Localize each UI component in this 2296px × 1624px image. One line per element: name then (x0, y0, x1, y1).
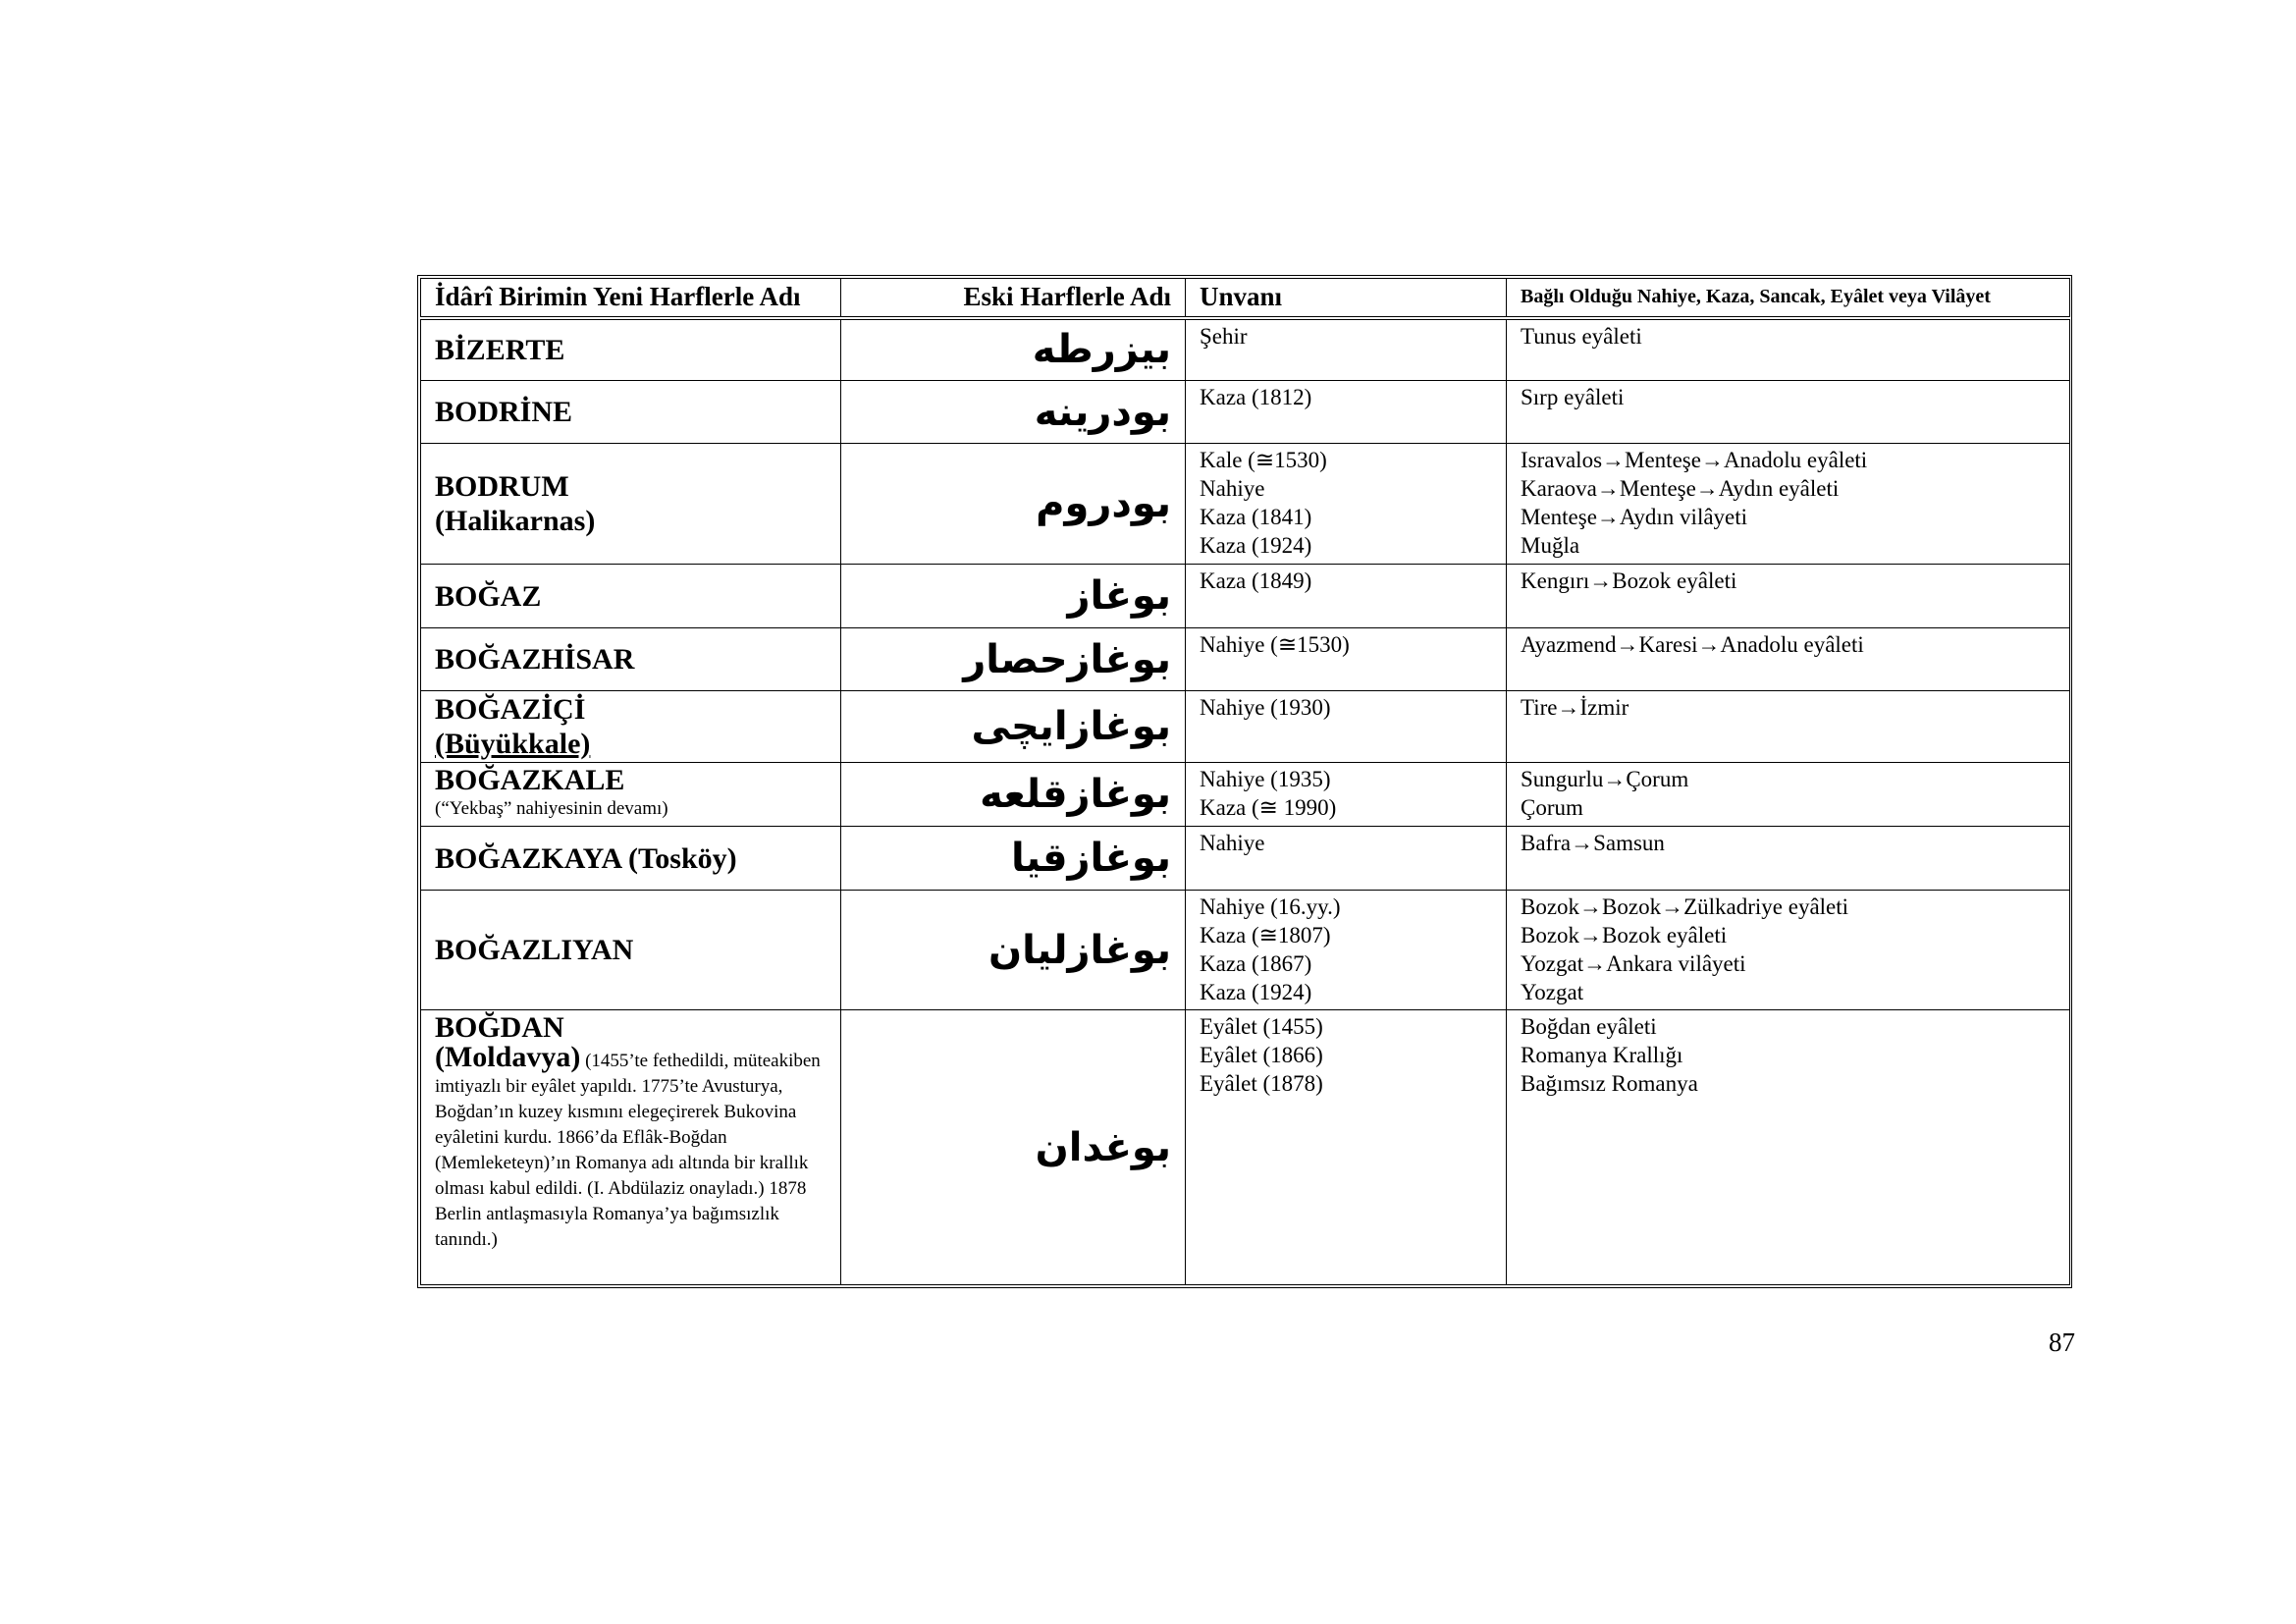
affiliation-cell (1507, 628, 2070, 691)
title-entry: Nahiye (1200, 476, 1265, 501)
unit-name-cell (421, 628, 841, 691)
table-row (421, 763, 2070, 827)
unit-history (435, 1041, 827, 1253)
table-row (421, 628, 2070, 691)
arabic-name: بودروم (841, 444, 1186, 565)
table-row (421, 691, 2070, 763)
unit-name: BOĞAZİÇİ (435, 693, 586, 726)
affiliation-entry: Sırp eyâleti (1521, 385, 1625, 409)
affiliation-entry: Ayazmend→Karesi→Anadolu eyâleti (1521, 632, 1864, 657)
title-cell (1186, 763, 1507, 827)
unit-note: (1455’te fethedildi, müteakiben imtiyazlı bir eyâlet yapıldı. 1775’te Avusturya, Boğdan’ın kuzey kısmını elegeçirerek Bukovina eyâletini kurdu. 1866’da Eflâk-Boğdan (Memleketeyn)’ın Romanya adı altında bir krallık olması kabul edildi. (I. Abdülaziz onayladı.) 1878 Berlin antlaşmasıyla Romanya’ya bağımsızlık tanındı.) (435, 1051, 821, 1250)
affiliation-entry: Bağımsız Romanya (1521, 1071, 1698, 1096)
unit-name: BOĞAZ (435, 579, 542, 613)
affiliation-cell (1507, 381, 2070, 444)
table-row (421, 444, 2070, 565)
title-entry: Eyâlet (1455) (1200, 1014, 1323, 1039)
page-number: 87 (2049, 1327, 2075, 1357)
affiliation-entry: Tunus eyâleti (1521, 323, 1642, 349)
table-row (421, 381, 2070, 444)
affiliation-cell (1507, 763, 2070, 827)
title-entry: Kaza (≅ 1990) (1200, 795, 1337, 820)
affiliation-cell (1507, 691, 2070, 763)
unit-name-cell (421, 1010, 841, 1285)
administrative-units-table-frame (417, 275, 2072, 1288)
arabic-name: بوغازحصار (841, 628, 1186, 691)
affiliation-cell (1507, 891, 2070, 1010)
unit-name-cell (421, 891, 841, 1010)
title-cell (1186, 444, 1507, 565)
table-row (421, 318, 2070, 381)
affiliation-entry: Sungurlu→Çorum (1521, 767, 1689, 791)
unit-name-cell (421, 827, 841, 891)
arabic-name: بوغازايچى (841, 691, 1186, 763)
unit-name: BODRUM (435, 470, 569, 503)
unit-name: BOĞAZKALE (435, 764, 625, 796)
header-affiliation: Bağlı Olduğu Nahiye, Kaza, Sancak, Eyâlet veya Vilâyet (1507, 279, 2070, 318)
unit-name-cell (421, 318, 841, 381)
unit-alt-name: (Halikarnas) (435, 505, 596, 537)
title-entry: Kaza (1841) (1200, 505, 1312, 529)
affiliation-cell (1507, 318, 2070, 381)
title-cell (1186, 318, 1507, 381)
unit-name-cell (421, 444, 841, 565)
affiliation-entry: Çorum (1521, 795, 1583, 820)
title-entry: Kale (≅1530) (1200, 448, 1327, 472)
affiliation-entry: Yozgat (1521, 980, 1584, 1004)
header-old-name: Eski Harflerle Adı (841, 279, 1186, 318)
title-cell (1186, 891, 1507, 1010)
table-row (421, 1010, 2070, 1285)
unit-name: BOĞAZLIYAN (435, 934, 634, 966)
unit-alt-name: (Moldavya) (435, 1041, 581, 1073)
title-entry: Nahiye (1930) (1200, 695, 1331, 720)
unit-name: BİZERTE (435, 333, 565, 366)
title-entry: Eyâlet (1878) (1200, 1071, 1323, 1096)
arabic-name: بوغدان (841, 1010, 1186, 1285)
affiliation-cell (1507, 444, 2070, 565)
affiliation-entry: Boğdan eyâleti (1521, 1014, 1657, 1039)
table-header-row (421, 279, 2070, 318)
arabic-name: بوغازليان (841, 891, 1186, 1010)
table-row (421, 827, 2070, 891)
title-entry: Kaza (1867) (1200, 951, 1312, 976)
affiliation-entry: Menteşe→Aydın vilâyeti (1521, 505, 1748, 529)
unit-name-cell (421, 763, 841, 827)
administrative-units-table (420, 278, 2070, 1285)
arabic-name: بوغازقيا (841, 827, 1186, 891)
title-cell (1186, 628, 1507, 691)
affiliation-entry: Karaova→Menteşe→Aydın eyâleti (1521, 476, 1840, 501)
title-entry: Kaza (1924) (1200, 980, 1312, 1004)
unit-name: BOĞAZHİSAR (435, 643, 635, 676)
affiliation-entry: Tire→İzmir (1521, 695, 1629, 720)
affiliation-cell (1507, 827, 2070, 891)
affiliation-cell (1507, 1010, 2070, 1285)
title-cell (1186, 691, 1507, 763)
unit-name-cell (421, 381, 841, 444)
table-row (421, 565, 2070, 628)
unit-name: BODRİNE (435, 396, 573, 428)
title-entry: Nahiye (1935) (1200, 767, 1331, 791)
header-title: Unvanı (1186, 279, 1507, 318)
title-entry: Kaza (1849) (1200, 568, 1312, 593)
affiliation-entry: Bozok→Bozok→Zülkadriye eyâleti (1521, 894, 1849, 919)
affiliation-cell (1507, 565, 2070, 628)
title-cell (1186, 381, 1507, 444)
unit-alt-name: (Büyükkale) (435, 728, 591, 760)
affiliation-entry: Yozgat→Ankara vilâyeti (1521, 951, 1746, 976)
table-row (421, 891, 2070, 1010)
arabic-name: بيزرطه (841, 318, 1186, 381)
title-entry: Kaza (1924) (1200, 533, 1312, 558)
title-cell (1186, 827, 1507, 891)
header-new-name: İdârî Birimin Yeni Harflerle Adı (421, 279, 841, 318)
affiliation-entry: Bafra→Samsun (1521, 831, 1665, 855)
unit-name-cell (421, 691, 841, 763)
unit-note: (“Yekbaş” nahiyesinin devamı) (435, 798, 668, 819)
title-entry: Nahiye (≅1530) (1200, 632, 1350, 657)
title-entry: Nahiye (1200, 831, 1265, 855)
title-cell (1186, 1010, 1507, 1285)
arabic-name: بودرينه (841, 381, 1186, 444)
affiliation-entry: Romanya Krallığı (1521, 1043, 1683, 1067)
arabic-name: بوغازقلعه (841, 763, 1186, 827)
title-entry: Kaza (1812) (1200, 385, 1312, 409)
title-entry: Şehir (1200, 323, 1248, 349)
title-entry: Nahiye (16.yy.) (1200, 894, 1341, 919)
unit-name: BOĞAZKAYA (Tosköy) (435, 841, 737, 875)
title-cell (1186, 565, 1507, 628)
affiliation-entry: Muğla (1521, 533, 1580, 558)
title-entry: Eyâlet (1866) (1200, 1043, 1323, 1067)
affiliation-entry: Kengırı→Bozok eyâleti (1521, 568, 1737, 593)
title-entry: Kaza (≅1807) (1200, 923, 1331, 947)
unit-name: BOĞDAN (435, 1011, 564, 1044)
affiliation-entry: Isravalos→Menteşe→Anadolu eyâleti (1521, 448, 1868, 472)
unit-name-cell (421, 565, 841, 628)
arabic-name: بوغاز (841, 565, 1186, 628)
affiliation-entry: Bozok→Bozok eyâleti (1521, 923, 1728, 947)
